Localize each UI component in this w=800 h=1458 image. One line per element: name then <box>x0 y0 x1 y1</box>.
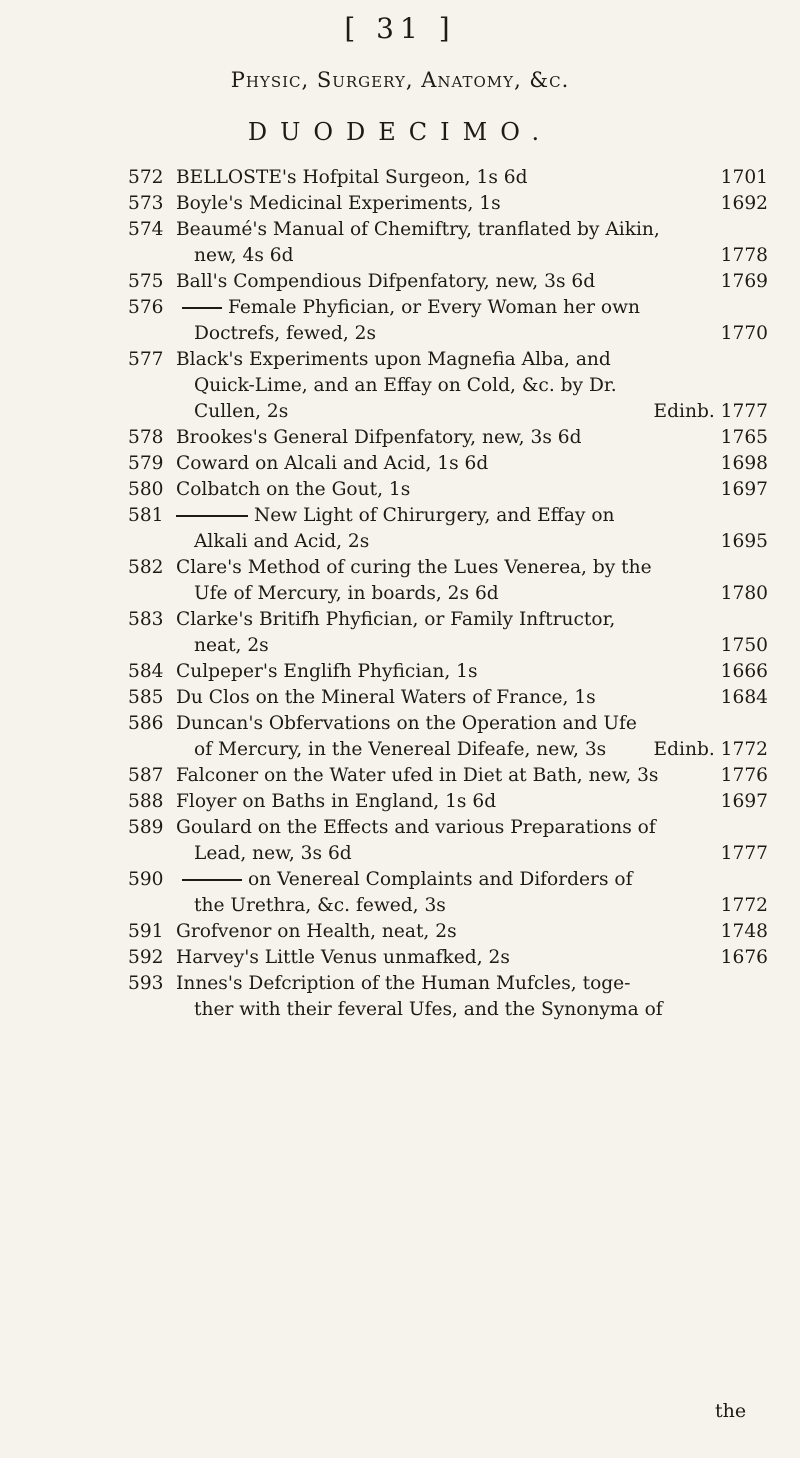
entry-year: Edinb. 1777 <box>653 401 768 422</box>
catalog-entry <box>128 165 768 191</box>
catalog-entry <box>128 789 768 815</box>
page-number: [ 31 ] <box>344 12 456 45</box>
entry-text: Innes's Defcription of the Human Mufcles, toge- <box>176 973 631 994</box>
entry-text: Colbatch on the Gout, 1s <box>176 479 411 500</box>
entry-year: Edinb. 1772 <box>653 739 768 760</box>
entry-text: Alkali and Acid, 2s <box>194 531 370 552</box>
entry-text: Beaumé's Manual of Chemiftry, tranflated by Aikin, <box>176 219 660 240</box>
catalog-entry <box>128 685 768 711</box>
entry-number: 578 <box>128 427 164 448</box>
ditto-dash <box>182 879 242 881</box>
catalog-entry <box>128 269 768 295</box>
entry-year: 1676 <box>720 947 768 968</box>
entry-year: 1750 <box>720 635 768 656</box>
entry-text: Quick-Lime, and an Effay on Cold, &c. by Dr. <box>194 375 617 396</box>
entry-text: Duncan's Obfervations on the Operation and Ufe <box>176 713 637 734</box>
entry-number: 588 <box>128 791 164 812</box>
catalog-entry <box>128 425 768 451</box>
entry-text: Clarke's Britifh Phyfician, or Family Inftructor, <box>176 609 616 630</box>
entry-number: 574 <box>128 219 164 240</box>
entry-number: 577 <box>128 349 164 370</box>
entry-number: 572 <box>128 167 164 188</box>
entry-text: Culpeper's Englifh Phyfician, 1s <box>176 661 478 682</box>
entry-text: Du Clos on the Mineral Waters of France, 1s <box>176 687 596 708</box>
entry-number: 592 <box>128 947 164 968</box>
catalog-entry <box>128 763 768 789</box>
catalog-list <box>128 165 768 1023</box>
entry-text: Goulard on the Effects and various Preparations of <box>176 817 656 838</box>
entry-number: 581 <box>128 505 164 526</box>
entry-text: the Urethra, &c. fewed, 3s <box>194 895 446 916</box>
catalog-entry <box>128 555 768 607</box>
entry-text: ther with their feveral Ufes, and the Synonyma of <box>194 999 663 1020</box>
entry-year: 1697 <box>720 479 768 500</box>
catalog-entry <box>128 295 768 347</box>
entry-year: 1684 <box>720 687 768 708</box>
entry-number: 590 <box>128 869 164 890</box>
entry-number: 589 <box>128 817 164 838</box>
entry-year: 1770 <box>720 323 768 344</box>
catalog-entry <box>128 711 768 763</box>
entry-year: 1666 <box>720 661 768 682</box>
entry-number: 586 <box>128 713 164 734</box>
entry-text: Brookes's General Difpenfatory, new, 3s 6d <box>176 427 582 448</box>
ditto-dash <box>182 307 222 309</box>
entry-text: Ball's Compendious Difpenfatory, new, 3s 6d <box>176 271 596 292</box>
entry-text: Falconer on the Water ufed in Diet at Bath, new, 3s <box>176 765 659 786</box>
catalog-entry <box>128 607 768 659</box>
entry-year: 1778 <box>720 245 768 266</box>
entry-year: 1692 <box>720 193 768 214</box>
catalog-entry <box>128 659 768 685</box>
entry-number: 593 <box>128 973 164 994</box>
entry-number: 573 <box>128 193 164 214</box>
entry-text: Lead, new, 3s 6d <box>194 843 352 864</box>
catalog-entry <box>128 477 768 503</box>
entry-text: Grofvenor on Health, neat, 2s <box>176 921 457 942</box>
entry-year: 1780 <box>720 583 768 604</box>
entry-year: 1748 <box>720 921 768 942</box>
entry-text: Boyle's Medicinal Experiments, 1s <box>176 193 501 214</box>
entry-text: on Venereal Complaints and Diforders of <box>248 869 633 890</box>
entry-number: 580 <box>128 479 164 500</box>
catalog-entry <box>128 945 768 971</box>
entry-year: 1769 <box>720 271 768 292</box>
entry-text: of Mercury, in the Venereal Difeafe, new, 3s <box>194 739 607 760</box>
entry-number: 582 <box>128 557 164 578</box>
entry-number: 584 <box>128 661 164 682</box>
entry-year: 1776 <box>720 765 768 786</box>
running-head: Physic, Surgery, Anatomy, &c. <box>230 68 570 92</box>
entry-text: Ufe of Mercury, in boards, 2s 6d <box>194 583 499 604</box>
entry-year: 1697 <box>720 791 768 812</box>
entry-text: BELLOSTE's Hofpital Surgeon, 1s 6d <box>176 167 528 188</box>
entry-number: 576 <box>128 297 164 318</box>
entry-text: New Light of Chirurgery, and Effay on <box>254 505 615 526</box>
entry-year: 1765 <box>720 427 768 448</box>
catalog-entry <box>128 347 768 425</box>
entry-number: 579 <box>128 453 164 474</box>
entry-text: Cullen, 2s <box>194 401 289 422</box>
catchword: the <box>715 1400 747 1422</box>
entry-number: 591 <box>128 921 164 942</box>
entry-year: 1772 <box>720 895 768 916</box>
entry-text: new, 4s 6d <box>194 245 294 266</box>
catalog-entry <box>128 815 768 867</box>
catalog-entry <box>128 503 768 555</box>
entry-text: neat, 2s <box>194 635 269 656</box>
entry-year: 1701 <box>720 167 768 188</box>
entry-text: Female Phyfician, or Every Woman her own <box>228 297 640 318</box>
entry-year: 1777 <box>720 843 768 864</box>
catalog-entry <box>128 867 768 919</box>
entry-number: 575 <box>128 271 164 292</box>
entry-number: 585 <box>128 687 164 708</box>
entry-text: Clare's Method of curing the Lues Venerea, by the <box>176 557 652 578</box>
catalog-entry <box>128 451 768 477</box>
catalog-entry <box>128 217 768 269</box>
entry-text: Floyer on Baths in England, 1s 6d <box>176 791 497 812</box>
entry-number: 587 <box>128 765 164 786</box>
entry-number: 583 <box>128 609 164 630</box>
entry-text: Harvey's Little Venus unmafked, 2s <box>176 947 510 968</box>
catalog-entry <box>128 191 768 217</box>
catalog-entry <box>128 919 768 945</box>
entry-text: Black's Experiments upon Magnefia Alba, and <box>176 349 611 370</box>
entry-text: Coward on Alcali and Acid, 1s 6d <box>176 453 489 474</box>
entry-text: Doctrefs, fewed, 2s <box>194 323 377 344</box>
ditto-dash <box>176 515 248 517</box>
entry-year: 1695 <box>720 531 768 552</box>
section-title: DUODECIMO. <box>247 118 553 146</box>
catalog-entry <box>128 971 768 1023</box>
entry-year: 1698 <box>720 453 768 474</box>
